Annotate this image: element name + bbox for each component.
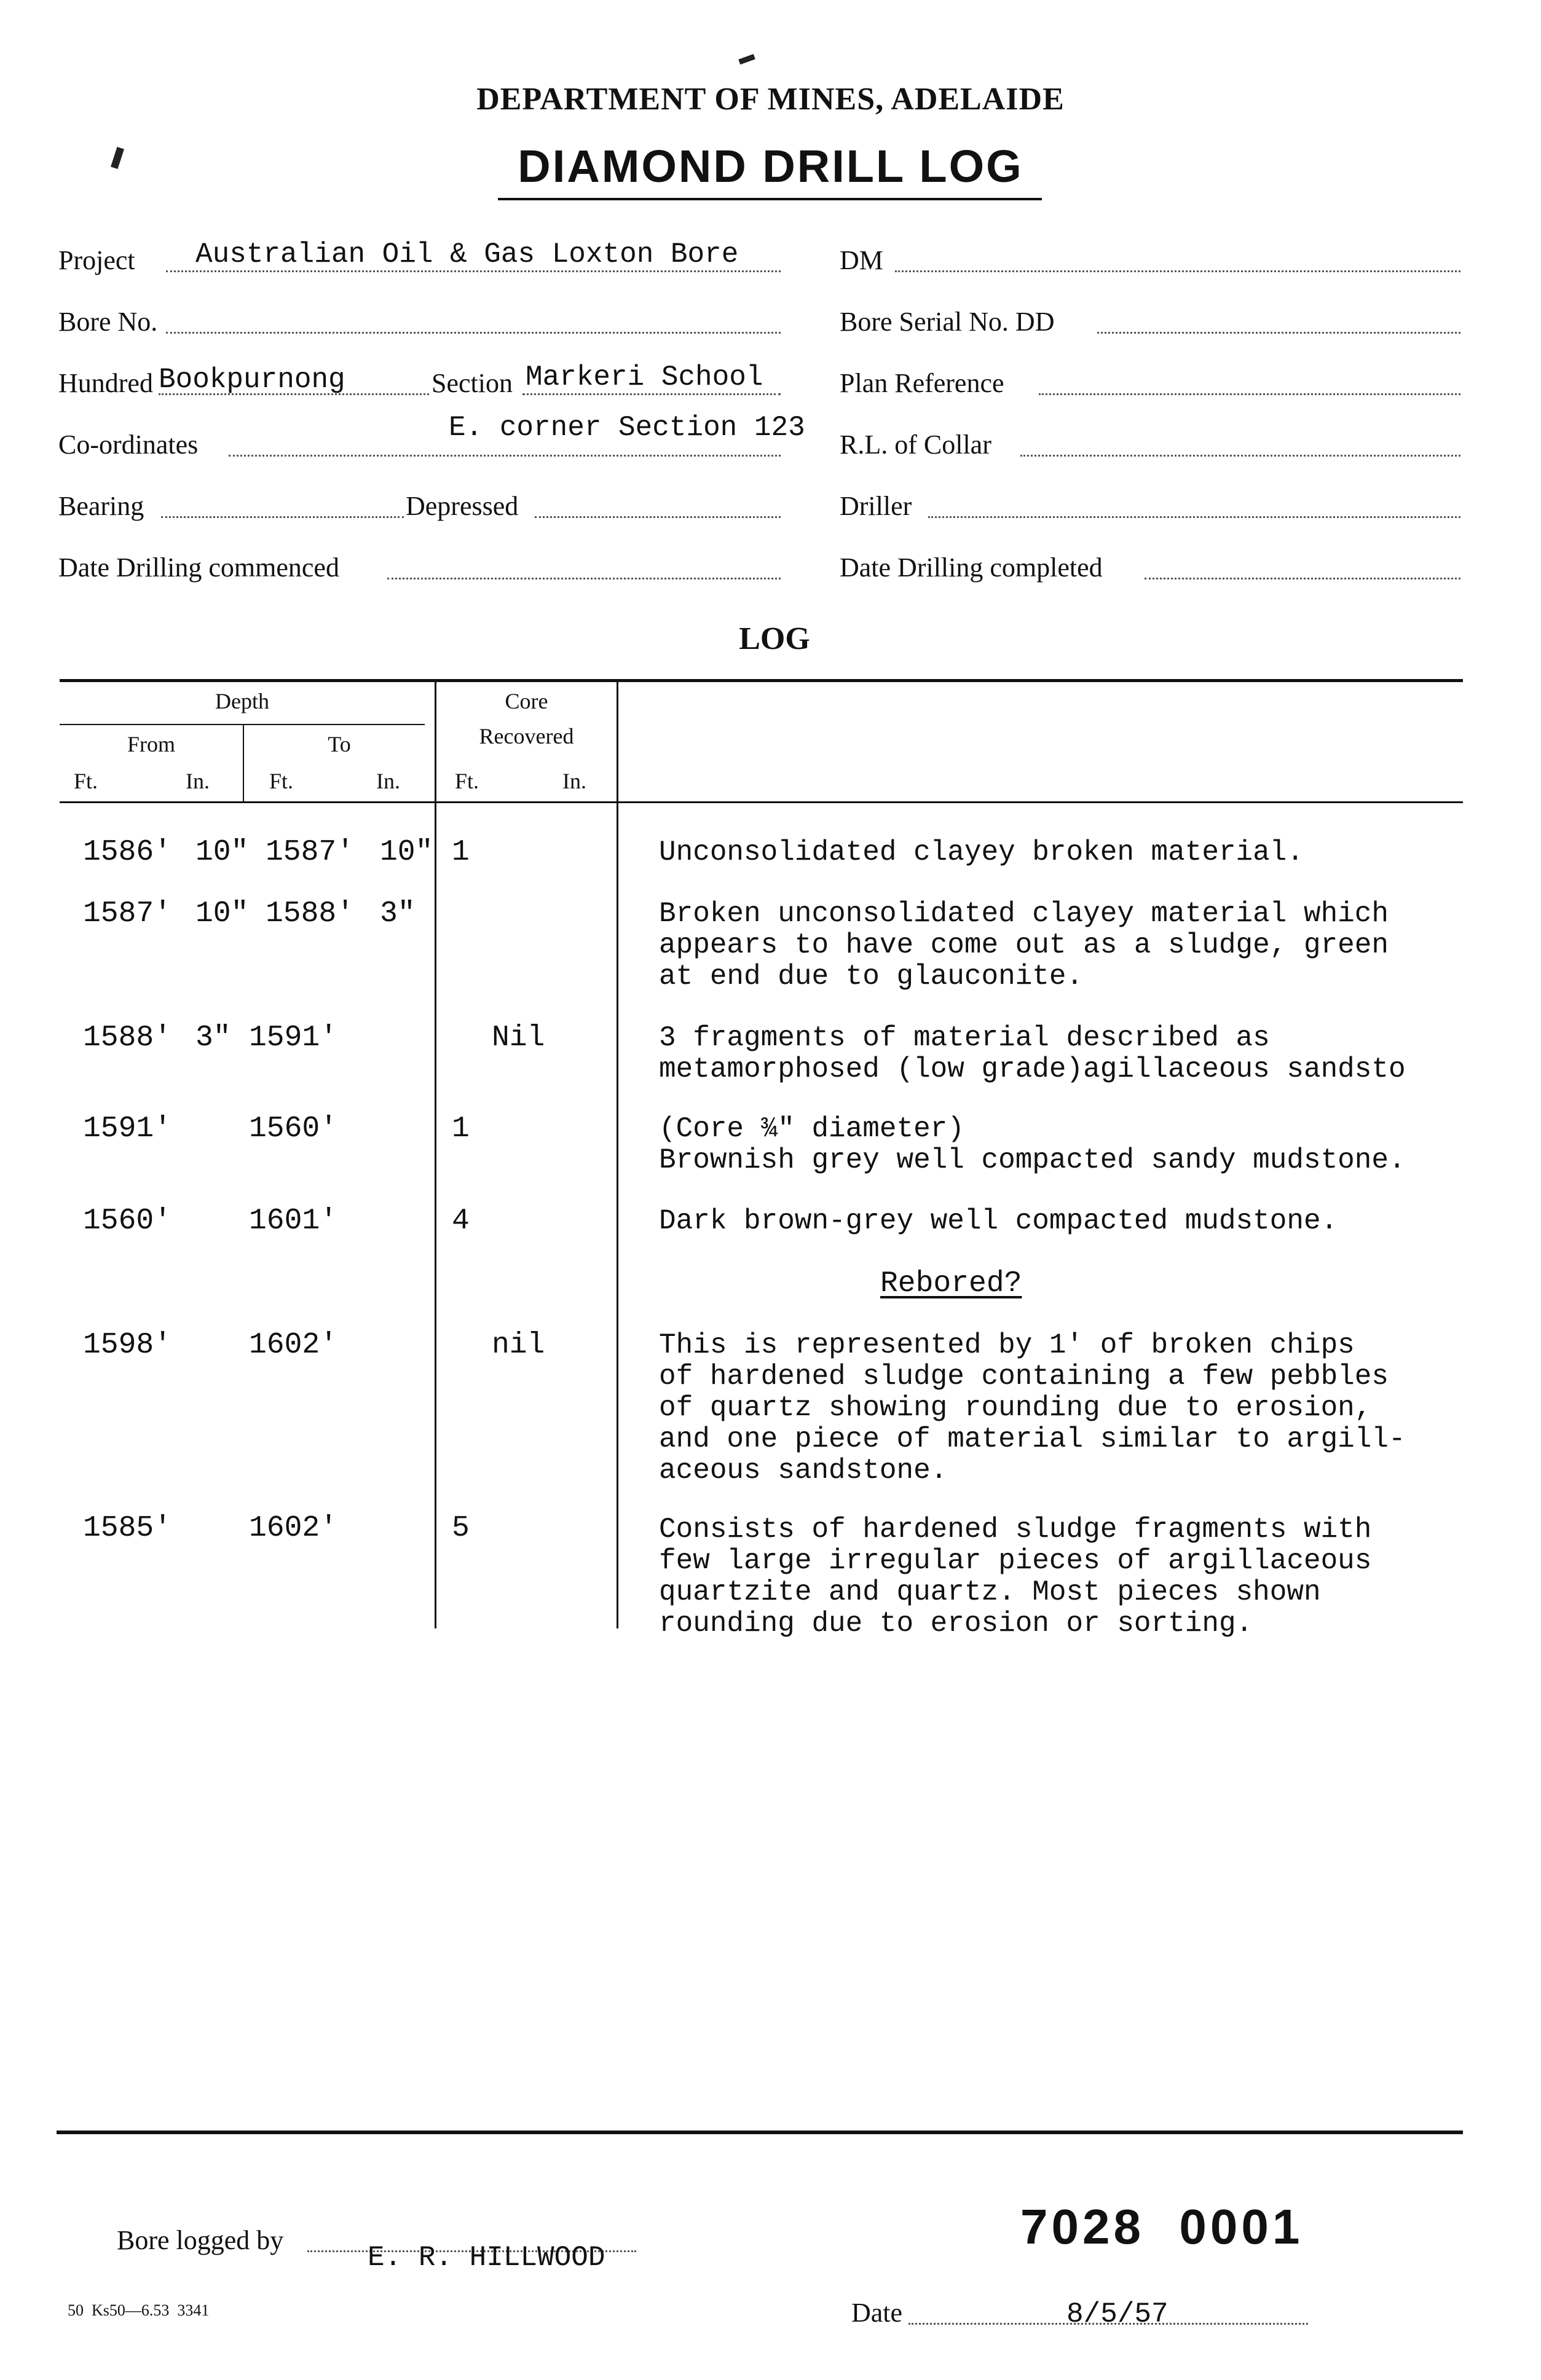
log-title: LOG <box>739 621 810 656</box>
to-ft-cell: 1602' <box>249 1329 338 1362</box>
driller-label: Driller <box>840 491 912 521</box>
depressed-dots <box>535 516 781 518</box>
from-in-cell: 3" <box>195 1021 231 1055</box>
from-header: From <box>127 732 175 756</box>
dm-dots <box>895 270 1460 272</box>
description-cell: Dark brown-grey well compacted mudstone. <box>659 1205 1338 1237</box>
date-completed-label: Date Drilling completed <box>840 552 1103 583</box>
to-header: To <box>328 732 351 756</box>
department-heading: DEPARTMENT OF MINES, ADELAIDE <box>476 82 1065 117</box>
plan-reference-label: Plan Reference <box>840 368 1004 398</box>
depressed-label: Depressed <box>406 491 519 521</box>
coordinates-dots <box>229 455 781 457</box>
header-bottom-rule <box>60 801 1463 803</box>
coordinates-value: E. corner Section 123 <box>449 412 805 444</box>
to-ft-cell: 1587' <box>266 836 355 869</box>
from-ft-cell: 1591' <box>83 1112 172 1145</box>
depth-core-divider <box>435 682 436 1628</box>
core-header: Core <box>505 689 548 713</box>
description-cell: This is represented by 1' of broken chips of hardened sludge containing a few pebbles of quartz showing rounding due to erosion, and one piece of material similar to argill- aceous sandstone. <box>659 1329 1406 1487</box>
depth-header-rule <box>60 724 425 725</box>
from-in-cell: 10" <box>195 836 249 869</box>
bore-no-dots <box>166 332 781 334</box>
core-in-header: In. <box>562 769 586 793</box>
to-ft-cell: 1560' <box>249 1112 338 1145</box>
plan-reference-dots <box>1039 393 1460 395</box>
core-ft-cell: 4 <box>452 1204 470 1238</box>
date-commenced-dots <box>387 578 781 579</box>
to-in-cell: 10" <box>380 836 433 869</box>
description-cell: (Core ¾" diameter) Brownish grey well compacted sandy mudstone. <box>659 1113 1406 1176</box>
logged-by-value: E. R. HILLWOOD <box>368 2242 605 2274</box>
section-dots <box>522 393 781 395</box>
recovered-header: Recovered <box>479 724 574 748</box>
title-underline <box>498 198 1042 200</box>
dm-label: DM <box>840 245 883 275</box>
from-ft-cell: 1560' <box>83 1204 172 1238</box>
from-ft-cell: 1587' <box>83 897 172 930</box>
rebored-note: Rebored? <box>880 1267 1022 1300</box>
from-ft-cell: 1598' <box>83 1329 172 1362</box>
print-code: 50 Ks50—6.53 3341 <box>68 2301 210 2319</box>
footer-rule <box>57 2131 1463 2134</box>
core-ft-cell: 5 <box>452 1512 470 1545</box>
to-ft-cell: 1601' <box>249 1204 338 1238</box>
to-ft-header: Ft. <box>269 769 294 793</box>
description-cell: Consists of hardened sludge fragments with few large irregular pieces of argillaceous quartzite and quartz. Most pieces shown rounding due to erosion or sorting. <box>659 1514 1372 1640</box>
bearing-label: Bearing <box>58 491 144 521</box>
core-ft-cell: 1 <box>452 836 470 869</box>
project-label: Project <box>58 245 135 275</box>
bore-no-label: Bore No. <box>58 307 158 337</box>
from-ft-header: Ft. <box>74 769 98 793</box>
rl-collar-dots <box>1020 455 1460 457</box>
logged-by-label: Bore logged by <box>117 2225 284 2255</box>
section-label: Section <box>432 368 513 398</box>
bearing-dots <box>161 516 404 518</box>
hundred-dots <box>159 393 429 395</box>
core-ft-cell: 1 <box>452 1112 470 1145</box>
date-commenced-label: Date Drilling commenced <box>58 552 339 583</box>
hundred-value: Bookpurnong <box>159 364 345 396</box>
bore-serial-dots <box>1097 332 1460 334</box>
to-ft-cell: 1588' <box>266 897 355 930</box>
from-in-cell: 10" <box>195 897 249 930</box>
to-in-header: In. <box>376 769 400 793</box>
description-cell: 3 fragments of material described as metamorphosed (low grade)agillaceous sandsto <box>659 1022 1406 1085</box>
to-in-cell: 3" <box>380 897 416 930</box>
from-ft-cell: 1588' <box>83 1021 172 1055</box>
from-in-header: In. <box>186 769 210 793</box>
bore-serial-label: Bore Serial No. DD <box>840 307 1055 337</box>
table-top-rule <box>60 679 1463 682</box>
description-cell: Unconsolidated clayey broken material. <box>659 836 1304 868</box>
coordinates-label: Co-ordinates <box>58 430 199 460</box>
date-label: Date <box>851 2298 903 2328</box>
ink-mark <box>738 54 755 65</box>
form-title: DIAMOND DRILL LOG <box>518 141 1023 192</box>
core-ft-header: Ft. <box>455 769 479 793</box>
from-ft-cell: 1585' <box>83 1512 172 1545</box>
rl-collar-label: R.L. of Collar <box>840 430 991 460</box>
date-value: 8/5/57 <box>1066 2298 1169 2330</box>
core-in-cell: nil <box>492 1329 545 1362</box>
reference-number: 7028 0001 <box>1020 2199 1304 2254</box>
core-in-cell: Nil <box>492 1021 545 1055</box>
to-ft-cell: 1602' <box>249 1512 338 1545</box>
driller-dots <box>928 516 1460 518</box>
section-value: Markeri School <box>526 361 763 393</box>
from-ft-cell: 1586' <box>83 836 172 869</box>
project-dots <box>166 270 781 272</box>
hundred-label: Hundred <box>58 368 153 398</box>
core-description-divider <box>617 682 618 1628</box>
depth-header: Depth <box>215 689 269 713</box>
description-cell: Broken unconsolidated clayey material which appears to have come out as a sludge, green at end due to glauconite. <box>659 898 1389 992</box>
date-completed-dots <box>1145 578 1460 579</box>
project-value: Australian Oil & Gas Loxton Bore <box>195 238 739 270</box>
to-ft-cell: 1591' <box>249 1021 338 1055</box>
